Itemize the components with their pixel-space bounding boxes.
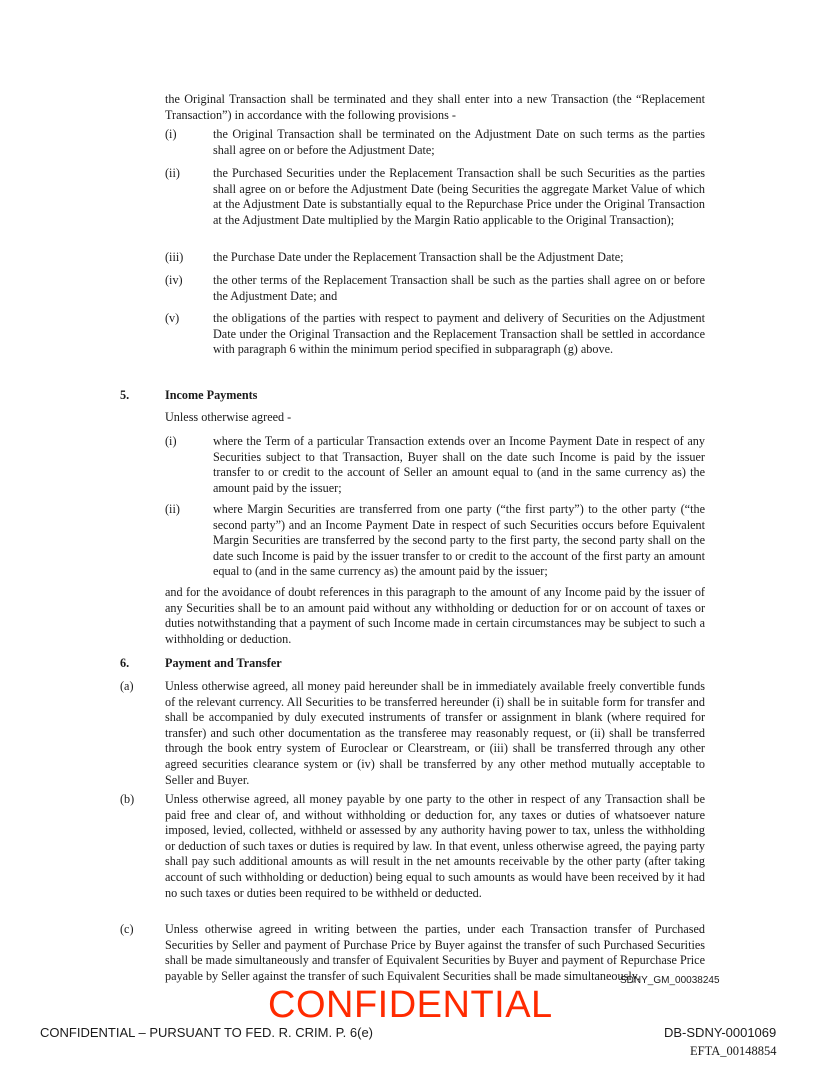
item-number: (v): [165, 311, 180, 325]
item-number: (i): [165, 127, 177, 141]
section-6-number: 6.: [120, 656, 130, 670]
section-5-lead: Unless otherwise agreed -: [165, 410, 292, 424]
section-5-closing: and for the avoidance of doubt references in this paragraph to the amount of any Income paid by the issuer of any Securities shall be to an amount paid without any withholding or deduction for or on account of taxes or duties notwithstanding that a payment of such Income made in certain circumstances may be subject to such a withholding or deduction.: [165, 585, 705, 646]
item-number: (iv): [165, 273, 183, 287]
bates-number-right: DB-SDNY-0001069: [664, 1025, 777, 1040]
item-number: (ii): [165, 502, 180, 516]
item-text: where Margin Securities are transferred from one party (“the first party”) to the other party (“the second party”) and an Income Payment Date in respect of such Securities occurs before Equivalent Margin Securities are transferred by the second party to the first party, the second party shall on the date such Income is paid by the issuer transfer to or credit to the account of the first party an amount equal to (and in the same currency as) the amount paid by the issuer;: [213, 502, 705, 579]
confidential-stamp: CONFIDENTIAL: [268, 984, 553, 1026]
intro-paragraph: the Original Transaction shall be terminated and they shall enter into a new Transaction (the “Replacement Transaction”) in accordance with the following provisions -: [165, 92, 705, 122]
item-text: the other terms of the Replacement Transaction shall be such as the parties shall agree on or before the Adjustment Date; and: [213, 273, 705, 303]
item-number: (iii): [165, 250, 184, 264]
item-number: (a): [120, 679, 134, 693]
item-number: (c): [120, 922, 134, 936]
efta-number: EFTA_00148854: [690, 1044, 777, 1058]
item-text: Unless otherwise agreed, all money paid hereunder shall be in immediately available freely convertible funds of the relevant currency. All Securities to be transferred hereunder (i) shall be in suitable form for transfer and shall be accompanied by duly executed instruments of transfer or assignment in blank (where required for transfer) and such other documentation as the transferee may reasonably request, or (ii) shall be transferred through the book entry system of Euroclear or Clearstream, or (iii) shall be transferred through any other agreed securities clearance system or (iv) shall be transferred by any other method mutually acceptable to Seller and Buyer.: [165, 679, 705, 787]
item-text: Unless otherwise agreed in writing between the parties, under each Transaction transfer of Purchased Securities by Seller and payment of Purchase Price by Buyer against the transfer of such Purchased Securities shall be made simultaneously and transfer of Equivalent Securities by Buyer and payment of Repurchase Price payable by Seller against the transfer of such Equivalent Securities shall be made simultaneously.: [165, 922, 705, 983]
item-text: the Purchased Securities under the Replacement Transaction shall be such Securities as the parties shall agree on or before the Adjustment Date (being Securities the aggregate Market Value of which at the Adjustment Date is substantially equal to the Repurchase Price under the Original Transaction at the Adjustment Date multiplied by the Margin Ratio applicable to the Original Transaction);: [213, 166, 705, 227]
item-number: (ii): [165, 166, 180, 180]
item-text: where the Term of a particular Transaction extends over an Income Payment Date in respect of any Securities subject to that Transaction, Buyer shall on the date such Income is paid by the issuer transfer to or credit to the account of Seller an amount equal to (and in the same currency as) the amount paid by the issuer;: [213, 434, 705, 495]
section-6-heading: Payment and Transfer: [165, 656, 282, 670]
section-5-number: 5.: [120, 388, 130, 402]
item-number: (i): [165, 434, 177, 448]
item-text: the obligations of the parties with respect to payment and delivery of Securities on the Adjustment Date under the Original Transaction and the Replacement Transaction shall be settled in accordance with paragraph 6 within the minimum period specified in subparagraph (g) above.: [213, 311, 705, 357]
item-number: (b): [120, 792, 135, 806]
grand-jury-notice: CONFIDENTIAL – PURSUANT TO FED. R. CRIM. P. 6(e): [40, 1025, 374, 1040]
section-5-heading: Income Payments: [165, 388, 258, 402]
item-text: the Original Transaction shall be terminated on the Adjustment Date on such terms as the parties shall agree on or before the Adjustment Date;: [213, 127, 705, 157]
bates-number-top: SDNY_GM_00038245: [620, 975, 720, 986]
item-text: Unless otherwise agreed, all money payable by one party to the other in respect of any Transaction shall be paid free and clear of, and without withholding or deduction for, any taxes or duties of whatsoever nature imposed, levied, collected, withheld or assessed by any authority having power to tax, unless the withholding or deduction of such taxes or duties is required by law. In that event, unless otherwise agreed, the paying party shall pay such additional amounts as will result in the net amounts receivable by the other party (after taking account of such withholding or deduction) being equal to such amounts as would have been received by it had no such taxes or duties been required to be withheld or deducted.: [165, 792, 705, 900]
item-text: the Purchase Date under the Replacement Transaction shall be the Adjustment Date;: [213, 250, 624, 264]
